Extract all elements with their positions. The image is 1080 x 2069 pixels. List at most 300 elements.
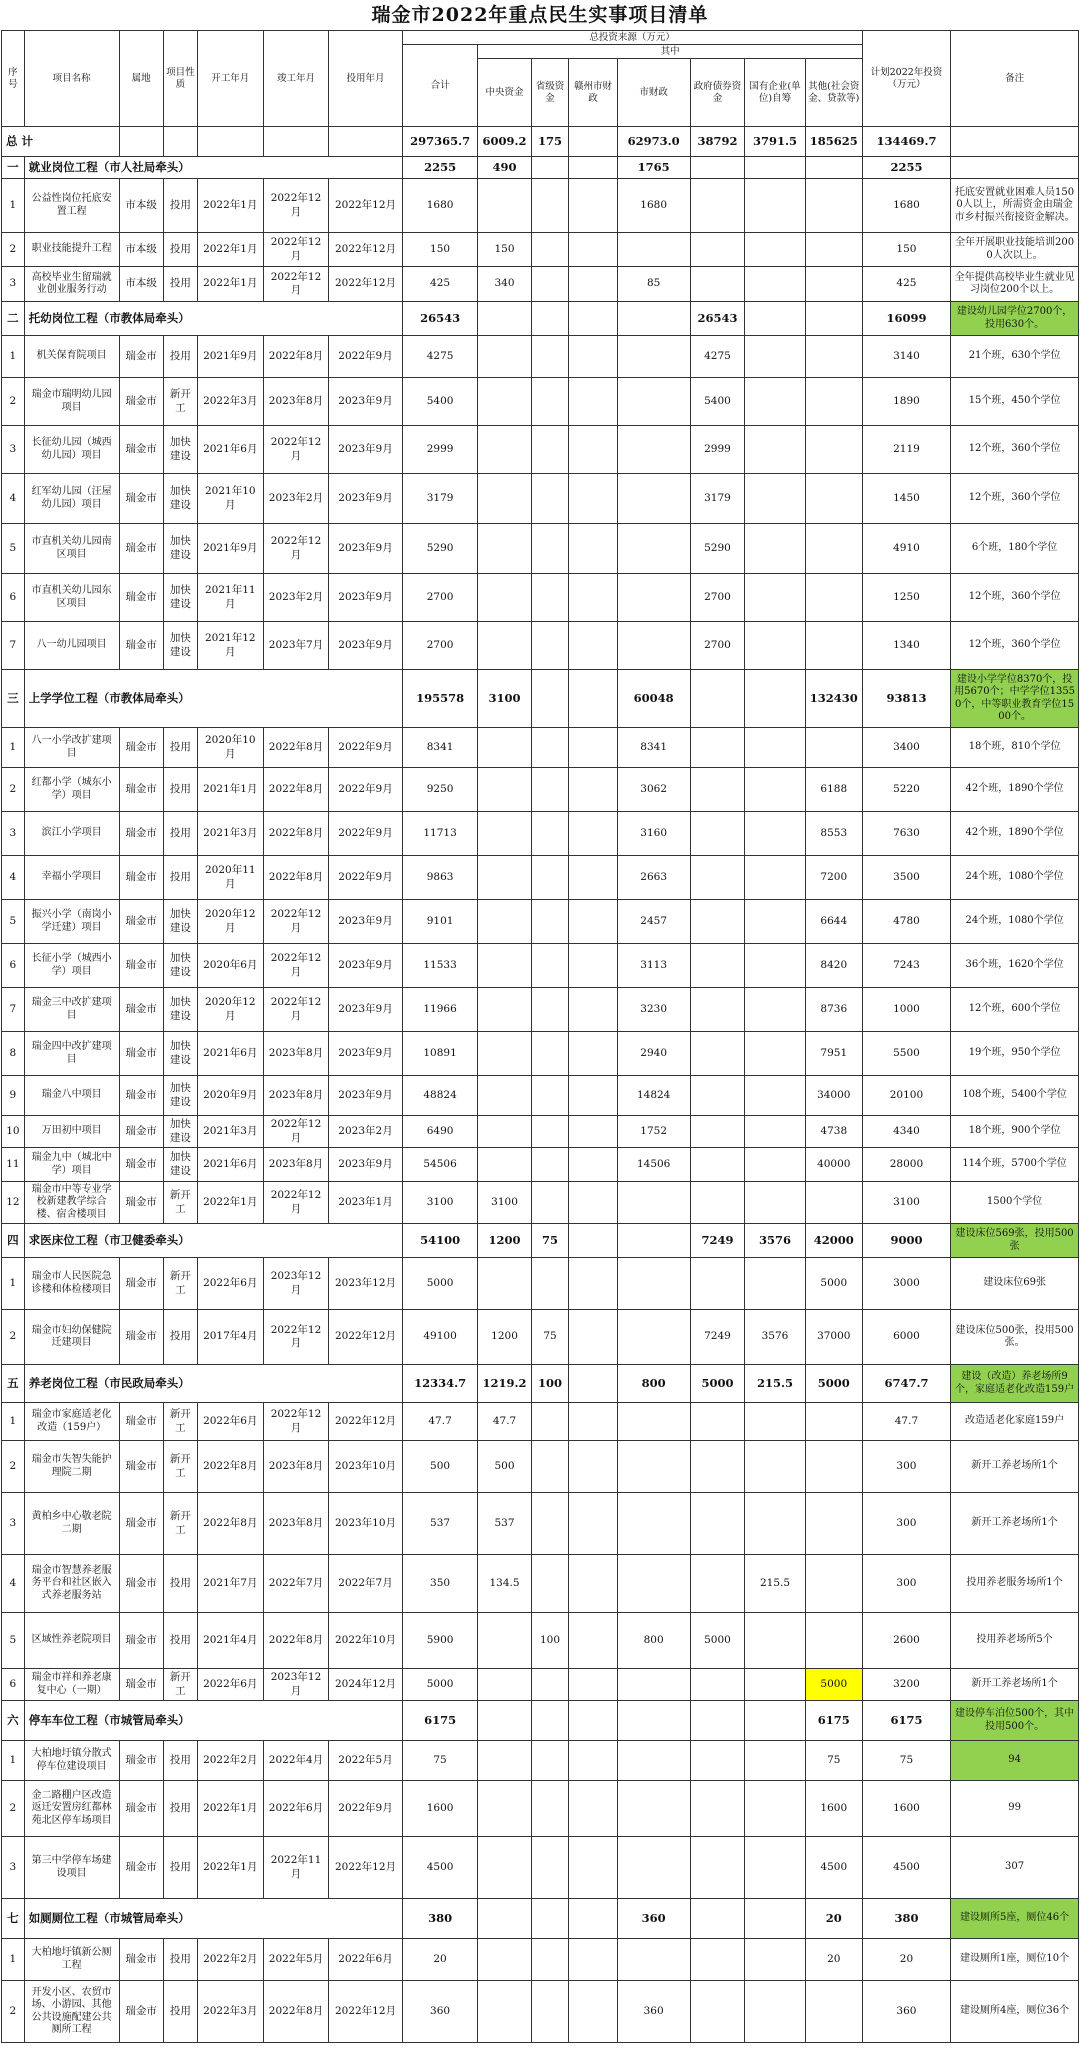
project-row bbox=[2, 856, 1079, 900]
project-bond bbox=[690, 1741, 744, 1781]
project-other: 8553 bbox=[805, 812, 862, 856]
project-city bbox=[617, 336, 690, 378]
project-ganzhou bbox=[569, 426, 617, 474]
category-row bbox=[2, 157, 1079, 179]
project-start: 2022年1月 bbox=[197, 1781, 263, 1837]
project-soe bbox=[745, 474, 806, 524]
category-ganzhou bbox=[569, 1701, 617, 1741]
project-remark: 建设厕所4座，厕位36个 bbox=[951, 1981, 1079, 2043]
project-ganzhou bbox=[569, 1741, 617, 1781]
project-start: 2021年6月 bbox=[197, 426, 263, 474]
project-soe bbox=[745, 1182, 806, 1224]
project-finish: 2023年8月 bbox=[263, 1032, 329, 1076]
project-bond bbox=[690, 1555, 744, 1613]
project-name: 瑞金市祥和养老康复中心（一期） bbox=[24, 1669, 119, 1701]
project-start: 2021年6月 bbox=[197, 1032, 263, 1076]
project-plan: 3400 bbox=[862, 728, 950, 768]
project-seq: 4 bbox=[2, 474, 25, 524]
project-operate: 2023年9月 bbox=[329, 622, 402, 670]
project-nature: 加快建设 bbox=[163, 1148, 197, 1182]
project-total: 500 bbox=[402, 1441, 478, 1493]
project-owner: 瑞金市 bbox=[119, 1148, 163, 1182]
project-finish: 2022年12月 bbox=[263, 233, 329, 267]
project-name: 瑞金四中改扩建项目 bbox=[24, 1032, 119, 1076]
project-row bbox=[2, 1781, 1079, 1837]
project-other bbox=[805, 233, 862, 267]
project-row bbox=[2, 1939, 1079, 1981]
project-plan: 4500 bbox=[862, 1837, 950, 1899]
project-other: 7951 bbox=[805, 1032, 862, 1076]
project-total: 6490 bbox=[402, 1116, 478, 1148]
project-finish: 2023年2月 bbox=[263, 474, 329, 524]
project-city bbox=[617, 1781, 690, 1837]
project-nature: 投用 bbox=[163, 233, 197, 267]
project-total: 425 bbox=[402, 267, 478, 302]
project-start: 2022年2月 bbox=[197, 1741, 263, 1781]
project-total: 350 bbox=[402, 1555, 478, 1613]
project-name: 黄柏乡中心敬老院二期 bbox=[24, 1493, 119, 1555]
project-plan: 47.7 bbox=[862, 1403, 950, 1441]
project-start: 2021年11月 bbox=[197, 574, 263, 622]
project-nature: 新开工 bbox=[163, 1669, 197, 1701]
project-plan: 3100 bbox=[862, 1182, 950, 1224]
project-remark: 108个班，5400个学位 bbox=[951, 1076, 1079, 1116]
category-city: 360 bbox=[617, 1899, 690, 1939]
project-other bbox=[805, 574, 862, 622]
category-plan: 380 bbox=[862, 1899, 950, 1939]
project-province bbox=[531, 1741, 569, 1781]
project-name: 瑞金市智慧养老服务平台和社区嵌入式养老服务站 bbox=[24, 1555, 119, 1613]
project-name: 大柏地圩镇新公厕工程 bbox=[24, 1939, 119, 1981]
category-ganzhou bbox=[569, 1365, 617, 1403]
project-seq: 1 bbox=[2, 179, 25, 233]
project-plan: 4910 bbox=[862, 524, 950, 574]
project-seq: 7 bbox=[2, 988, 25, 1032]
project-ganzhou bbox=[569, 1403, 617, 1441]
project-other: 75 bbox=[805, 1741, 862, 1781]
project-remark: 6个班，180个学位 bbox=[951, 524, 1079, 574]
project-central bbox=[478, 336, 531, 378]
category-plan: 2255 bbox=[862, 157, 950, 179]
project-row bbox=[2, 1981, 1079, 2043]
header-finish: 竣工年月 bbox=[263, 31, 329, 127]
project-province bbox=[531, 1939, 569, 1981]
category-central bbox=[478, 1899, 531, 1939]
project-name: 长征幼儿园（城西幼儿园）项目 bbox=[24, 426, 119, 474]
project-remark: 42个班，1890个学位 bbox=[951, 768, 1079, 812]
project-bond bbox=[690, 233, 744, 267]
project-start: 2021年9月 bbox=[197, 336, 263, 378]
project-remark: 36个班，1620个学位 bbox=[951, 944, 1079, 988]
project-operate: 2023年9月 bbox=[329, 1076, 402, 1116]
project-name: 八一幼儿园项目 bbox=[24, 622, 119, 670]
category-total: 26543 bbox=[402, 302, 478, 336]
project-nature: 投用 bbox=[163, 1310, 197, 1365]
project-remark: 24个班，1080个学位 bbox=[951, 856, 1079, 900]
category-name: 就业岗位工程（市人社局牵头） bbox=[24, 157, 402, 179]
project-province: 100 bbox=[531, 1613, 569, 1669]
project-seq: 3 bbox=[2, 1837, 25, 1899]
project-ganzhou bbox=[569, 179, 617, 233]
project-soe bbox=[745, 1613, 806, 1669]
project-operate: 2023年9月 bbox=[329, 900, 402, 944]
project-finish: 2022年12月 bbox=[263, 1310, 329, 1365]
project-ganzhou bbox=[569, 1939, 617, 1981]
project-soe bbox=[745, 1441, 806, 1493]
project-soe bbox=[745, 1493, 806, 1555]
project-total: 8341 bbox=[402, 728, 478, 768]
project-seq: 2 bbox=[2, 1441, 25, 1493]
category-central: 490 bbox=[478, 157, 531, 179]
project-central: 134.5 bbox=[478, 1555, 531, 1613]
project-other: 37000 bbox=[805, 1310, 862, 1365]
project-plan: 2600 bbox=[862, 1613, 950, 1669]
project-city bbox=[617, 1493, 690, 1555]
project-row bbox=[2, 1555, 1079, 1613]
project-bond bbox=[690, 1258, 744, 1310]
project-bond bbox=[690, 1981, 744, 2043]
project-finish: 2022年12月 bbox=[263, 426, 329, 474]
project-central: 500 bbox=[478, 1441, 531, 1493]
project-soe bbox=[745, 1076, 806, 1116]
project-city: 360 bbox=[617, 1981, 690, 2043]
project-province bbox=[531, 900, 569, 944]
project-province bbox=[531, 1076, 569, 1116]
project-city: 3230 bbox=[617, 988, 690, 1032]
project-total: 4275 bbox=[402, 336, 478, 378]
project-ganzhou bbox=[569, 233, 617, 267]
project-remark: 建设厕所1座，厕位10个 bbox=[951, 1939, 1079, 1981]
category-city: 800 bbox=[617, 1365, 690, 1403]
project-ganzhou bbox=[569, 267, 617, 302]
project-name: 瑞金八中项目 bbox=[24, 1076, 119, 1116]
project-row bbox=[2, 267, 1079, 302]
header-ganzhou: 赣州市财政 bbox=[569, 59, 617, 127]
project-ganzhou bbox=[569, 944, 617, 988]
project-central bbox=[478, 1781, 531, 1837]
project-plan: 3140 bbox=[862, 336, 950, 378]
project-soe bbox=[745, 1981, 806, 2043]
project-row bbox=[2, 1258, 1079, 1310]
project-finish: 2022年7月 bbox=[263, 1555, 329, 1613]
project-plan: 2119 bbox=[862, 426, 950, 474]
project-total: 9250 bbox=[402, 768, 478, 812]
project-owner: 瑞金市 bbox=[119, 812, 163, 856]
project-soe bbox=[745, 179, 806, 233]
project-start: 2022年8月 bbox=[197, 1441, 263, 1493]
project-start: 2021年3月 bbox=[197, 1116, 263, 1148]
project-bond bbox=[690, 179, 744, 233]
project-owner: 瑞金市 bbox=[119, 1441, 163, 1493]
project-seq: 2 bbox=[2, 1981, 25, 2043]
project-central bbox=[478, 1258, 531, 1310]
project-plan: 7630 bbox=[862, 812, 950, 856]
category-remark bbox=[951, 157, 1079, 179]
category-plan: 16099 bbox=[862, 302, 950, 336]
project-start: 2021年1月 bbox=[197, 768, 263, 812]
project-owner: 瑞金市 bbox=[119, 1555, 163, 1613]
project-finish: 2022年12月 bbox=[263, 900, 329, 944]
project-finish: 2023年7月 bbox=[263, 622, 329, 670]
project-soe bbox=[745, 988, 806, 1032]
project-central bbox=[478, 728, 531, 768]
project-owner: 瑞金市 bbox=[119, 768, 163, 812]
project-name: 瑞金市失智失能护理院二期 bbox=[24, 1441, 119, 1493]
project-province bbox=[531, 1781, 569, 1837]
category-ganzhou bbox=[569, 670, 617, 728]
project-nature: 新开工 bbox=[163, 1403, 197, 1441]
project-ganzhou bbox=[569, 524, 617, 574]
category-seq: 六 bbox=[2, 1701, 25, 1741]
project-bond: 7249 bbox=[690, 1310, 744, 1365]
project-total: 1600 bbox=[402, 1781, 478, 1837]
project-other: 6644 bbox=[805, 900, 862, 944]
project-nature: 加快建设 bbox=[163, 900, 197, 944]
project-total: 9101 bbox=[402, 900, 478, 944]
project-total: 150 bbox=[402, 233, 478, 267]
project-other bbox=[805, 336, 862, 378]
project-operate: 2023年9月 bbox=[329, 574, 402, 622]
project-ganzhou bbox=[569, 1669, 617, 1701]
project-owner: 瑞金市 bbox=[119, 1981, 163, 2043]
project-row bbox=[2, 1669, 1079, 1701]
category-bond bbox=[690, 157, 744, 179]
project-ganzhou bbox=[569, 1116, 617, 1148]
project-owner: 瑞金市 bbox=[119, 728, 163, 768]
project-seq: 9 bbox=[2, 1076, 25, 1116]
project-nature: 新开工 bbox=[163, 1258, 197, 1310]
category-plan: 6747.7 bbox=[862, 1365, 950, 1403]
category-remark: 建设床位569张，投用500张 bbox=[951, 1224, 1079, 1258]
project-row bbox=[2, 426, 1079, 474]
project-total: 48824 bbox=[402, 1076, 478, 1116]
project-bond bbox=[690, 1837, 744, 1899]
project-name: 大柏地圩镇分散式停车位建设项目 bbox=[24, 1741, 119, 1781]
project-ganzhou bbox=[569, 1076, 617, 1116]
project-central bbox=[478, 1613, 531, 1669]
project-other bbox=[805, 728, 862, 768]
category-name: 养老岗位工程（市民政局牵头） bbox=[24, 1365, 402, 1403]
project-owner: 瑞金市 bbox=[119, 856, 163, 900]
project-seq: 3 bbox=[2, 426, 25, 474]
project-owner: 瑞金市 bbox=[119, 900, 163, 944]
project-start: 2022年1月 bbox=[197, 267, 263, 302]
project-other: 40000 bbox=[805, 1148, 862, 1182]
project-row bbox=[2, 1403, 1079, 1441]
summary-ganzhou bbox=[569, 127, 617, 157]
project-start: 2022年6月 bbox=[197, 1403, 263, 1441]
project-row bbox=[2, 233, 1079, 267]
project-plan: 300 bbox=[862, 1441, 950, 1493]
project-plan: 75 bbox=[862, 1741, 950, 1781]
project-city bbox=[617, 1741, 690, 1781]
project-city: 2457 bbox=[617, 900, 690, 944]
project-plan: 20100 bbox=[862, 1076, 950, 1116]
project-province bbox=[531, 1555, 569, 1613]
project-ganzhou bbox=[569, 856, 617, 900]
project-city bbox=[617, 1555, 690, 1613]
project-finish: 2022年12月 bbox=[263, 944, 329, 988]
project-other: 8736 bbox=[805, 988, 862, 1032]
project-owner: 瑞金市 bbox=[119, 378, 163, 426]
project-owner: 瑞金市 bbox=[119, 1741, 163, 1781]
project-city bbox=[617, 524, 690, 574]
category-province bbox=[531, 670, 569, 728]
project-operate: 2022年12月 bbox=[329, 267, 402, 302]
project-seq: 6 bbox=[2, 944, 25, 988]
header-seq: 序号 bbox=[2, 31, 25, 127]
project-remark: 21个班，630个学位 bbox=[951, 336, 1079, 378]
project-ganzhou bbox=[569, 378, 617, 426]
project-start: 2021年6月 bbox=[197, 1148, 263, 1182]
project-other: 20 bbox=[805, 1939, 862, 1981]
project-name: 公益性岗位托底安置工程 bbox=[24, 179, 119, 233]
category-province bbox=[531, 302, 569, 336]
project-soe bbox=[745, 622, 806, 670]
project-owner: 瑞金市 bbox=[119, 1669, 163, 1701]
project-finish: 2022年12月 bbox=[263, 1116, 329, 1148]
project-other: 8420 bbox=[805, 944, 862, 988]
project-central bbox=[478, 574, 531, 622]
project-plan: 1890 bbox=[862, 378, 950, 426]
project-seq: 2 bbox=[2, 768, 25, 812]
project-plan: 5220 bbox=[862, 768, 950, 812]
project-nature: 投用 bbox=[163, 336, 197, 378]
project-central bbox=[478, 378, 531, 426]
project-name: 八一小学改扩建项目 bbox=[24, 728, 119, 768]
project-row bbox=[2, 1310, 1079, 1365]
project-finish: 2022年8月 bbox=[263, 812, 329, 856]
project-owner: 瑞金市 bbox=[119, 1613, 163, 1669]
project-seq: 6 bbox=[2, 1669, 25, 1701]
project-plan: 1600 bbox=[862, 1781, 950, 1837]
summary-row bbox=[2, 127, 1079, 157]
project-province bbox=[531, 233, 569, 267]
category-name: 求医床位工程（市卫健委牵头） bbox=[24, 1224, 402, 1258]
category-bond bbox=[690, 1701, 744, 1741]
project-finish: 2022年8月 bbox=[263, 336, 329, 378]
project-total: 1680 bbox=[402, 179, 478, 233]
project-central bbox=[478, 944, 531, 988]
project-remark: 24个班，1080个学位 bbox=[951, 900, 1079, 944]
project-row bbox=[2, 1076, 1079, 1116]
project-bond: 5290 bbox=[690, 524, 744, 574]
project-finish: 2023年12月 bbox=[263, 1258, 329, 1310]
project-soe: 215.5 bbox=[745, 1555, 806, 1613]
project-row bbox=[2, 378, 1079, 426]
project-name: 幸福小学项目 bbox=[24, 856, 119, 900]
project-seq: 4 bbox=[2, 1555, 25, 1613]
project-remark: 18个班，810个学位 bbox=[951, 728, 1079, 768]
project-central: 537 bbox=[478, 1493, 531, 1555]
project-finish: 2022年8月 bbox=[263, 856, 329, 900]
project-remark: 新开工养老场所1个 bbox=[951, 1441, 1079, 1493]
project-row bbox=[2, 944, 1079, 988]
project-start: 2022年1月 bbox=[197, 1837, 263, 1899]
category-remark: 建设停车泊位500个，其中投用500个。 bbox=[951, 1701, 1079, 1741]
project-owner: 市本级 bbox=[119, 233, 163, 267]
project-remark: 建设床位500张，投用500张。 bbox=[951, 1310, 1079, 1365]
project-bond bbox=[690, 944, 744, 988]
project-plan: 3000 bbox=[862, 1258, 950, 1310]
category-other bbox=[805, 157, 862, 179]
category-bond: 5000 bbox=[690, 1365, 744, 1403]
project-row bbox=[2, 1116, 1079, 1148]
project-other bbox=[805, 1441, 862, 1493]
project-soe bbox=[745, 524, 806, 574]
project-row bbox=[2, 474, 1079, 524]
category-bond bbox=[690, 670, 744, 728]
project-start: 2022年3月 bbox=[197, 1981, 263, 2043]
project-seq: 2 bbox=[2, 378, 25, 426]
project-nature: 投用 bbox=[163, 1741, 197, 1781]
project-province bbox=[531, 768, 569, 812]
project-remark: 12个班，360个学位 bbox=[951, 622, 1079, 670]
category-other: 42000 bbox=[805, 1224, 862, 1258]
project-ganzhou bbox=[569, 1613, 617, 1669]
project-ganzhou bbox=[569, 1981, 617, 2043]
project-start: 2020年6月 bbox=[197, 944, 263, 988]
header-bond: 政府债券资金 bbox=[690, 59, 744, 127]
project-province bbox=[531, 944, 569, 988]
project-name: 瑞金市瑞明幼儿园项目 bbox=[24, 378, 119, 426]
project-seq: 1 bbox=[2, 1403, 25, 1441]
category-central: 3100 bbox=[478, 670, 531, 728]
category-city bbox=[617, 1701, 690, 1741]
project-row bbox=[2, 768, 1079, 812]
project-bond bbox=[690, 988, 744, 1032]
project-province bbox=[531, 474, 569, 524]
category-plan: 6175 bbox=[862, 1701, 950, 1741]
project-other bbox=[805, 1493, 862, 1555]
project-nature: 新开工 bbox=[163, 1182, 197, 1224]
category-province bbox=[531, 157, 569, 179]
project-row bbox=[2, 336, 1079, 378]
project-city: 1752 bbox=[617, 1116, 690, 1148]
project-other bbox=[805, 524, 862, 574]
project-total: 11533 bbox=[402, 944, 478, 988]
project-row bbox=[2, 812, 1079, 856]
project-name: 市直机关幼儿园南区项目 bbox=[24, 524, 119, 574]
project-remark: 99 bbox=[951, 1781, 1079, 1837]
project-city bbox=[617, 1669, 690, 1701]
project-name: 金二路棚户区改造返迁安置房红都林苑北区停车场项目 bbox=[24, 1781, 119, 1837]
summary-label: 总 计 bbox=[2, 127, 120, 157]
project-city bbox=[617, 1441, 690, 1493]
project-province bbox=[531, 728, 569, 768]
project-bond bbox=[690, 1669, 744, 1701]
project-central bbox=[478, 1741, 531, 1781]
category-seq: 四 bbox=[2, 1224, 25, 1258]
project-nature: 投用 bbox=[163, 1613, 197, 1669]
project-row bbox=[2, 1441, 1079, 1493]
project-soe bbox=[745, 1148, 806, 1182]
project-seq: 6 bbox=[2, 574, 25, 622]
project-operate: 2022年9月 bbox=[329, 768, 402, 812]
category-remark: 建设幼儿园学位2700个，投用630个。 bbox=[951, 302, 1079, 336]
project-central bbox=[478, 1981, 531, 2043]
project-soe bbox=[745, 267, 806, 302]
project-start: 2022年6月 bbox=[197, 1669, 263, 1701]
project-ganzhou bbox=[569, 1781, 617, 1837]
project-nature: 加快建设 bbox=[163, 426, 197, 474]
project-start: 2021年7月 bbox=[197, 1555, 263, 1613]
project-start: 2021年12月 bbox=[197, 622, 263, 670]
project-other bbox=[805, 378, 862, 426]
project-finish: 2022年12月 bbox=[263, 1403, 329, 1441]
category-bond: 7249 bbox=[690, 1224, 744, 1258]
category-bond bbox=[690, 1899, 744, 1939]
